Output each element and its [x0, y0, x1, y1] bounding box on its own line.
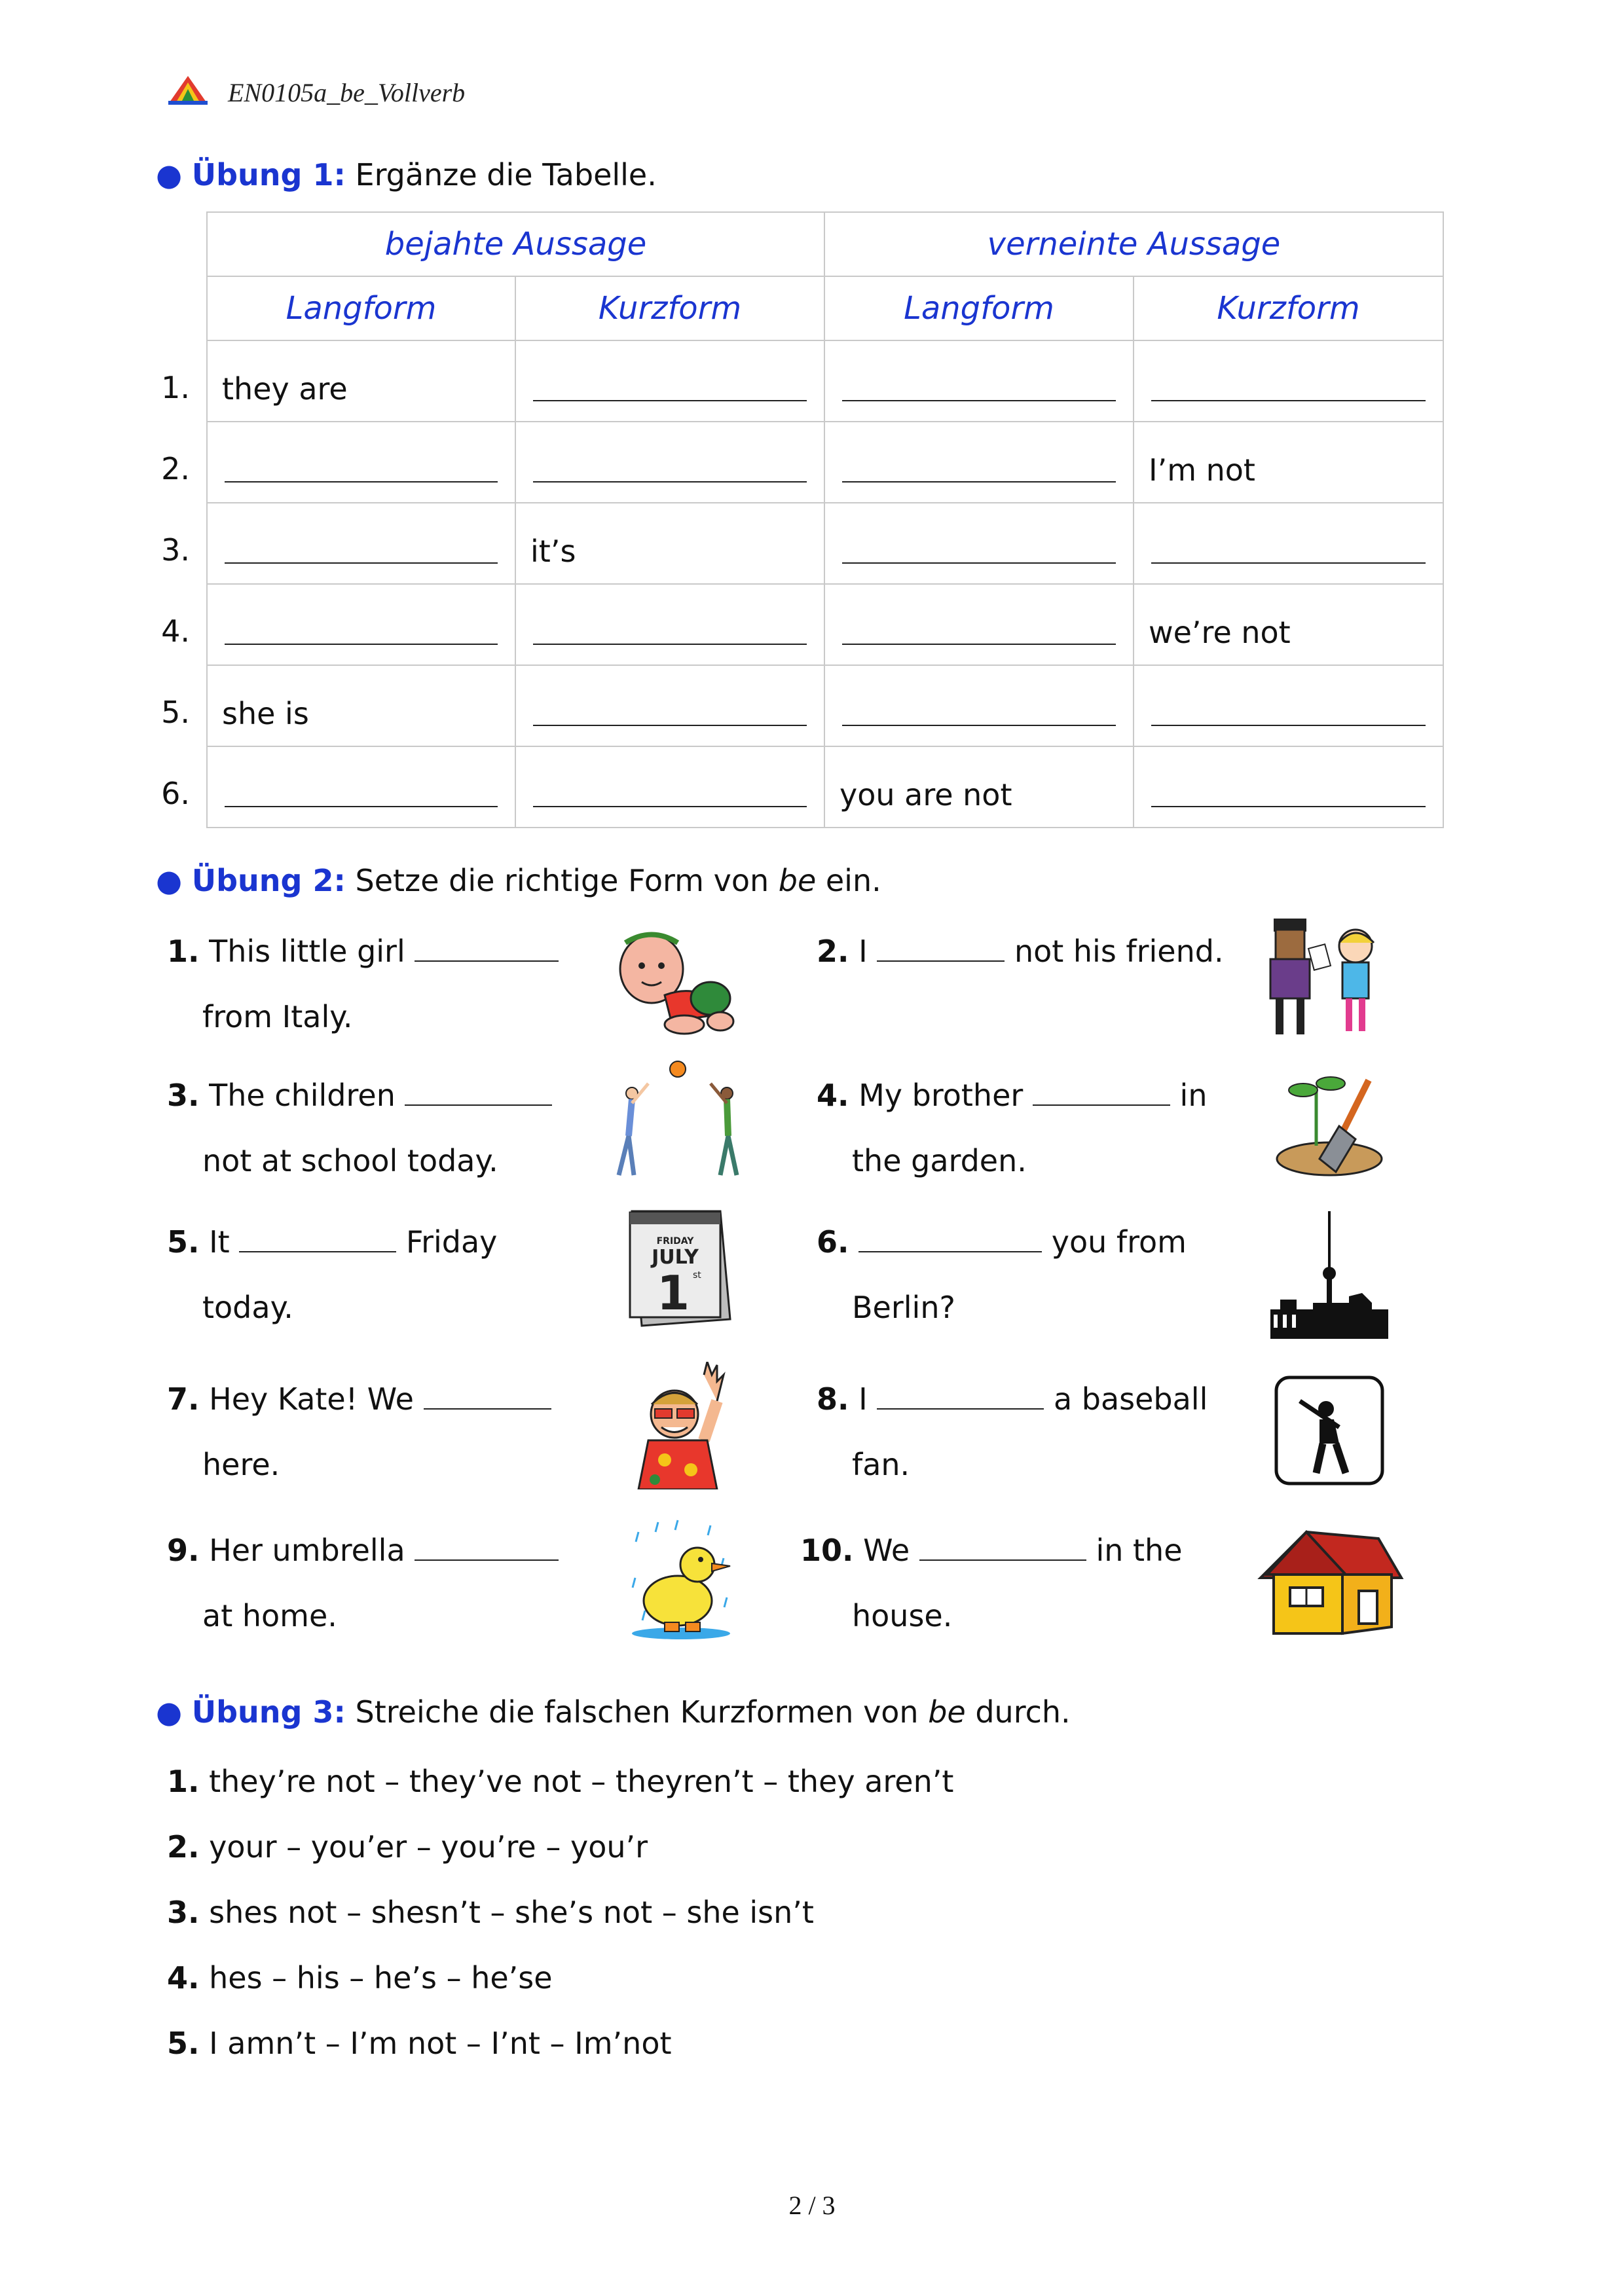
- calendar-icon: [622, 1205, 733, 1329]
- answer-blank[interactable]: [842, 644, 1116, 645]
- answer-blank[interactable]: [424, 1382, 551, 1410]
- garden-trowel-sprout-icon: [1270, 1061, 1388, 1178]
- table-cell: [1133, 665, 1444, 747]
- table-cell: [515, 665, 825, 747]
- conjugation-table: [161, 211, 1444, 828]
- table-cell: [206, 665, 516, 747]
- table-cell: [206, 583, 516, 666]
- calendar-month: JULY: [652, 1246, 699, 1269]
- exercise2-item-2: 2. I not his friend.: [817, 934, 1224, 969]
- exercise3-item-5: 5. I amn’t – I’m not – I’nt – Im’not: [167, 2026, 672, 2061]
- table-cell: [1133, 502, 1444, 585]
- header-negative: verneinte Aussage: [824, 211, 1444, 277]
- answer-blank[interactable]: [1151, 562, 1426, 564]
- subheader-shortform-aff: Kurzform: [515, 276, 825, 341]
- header-affirmative: bejahte Aussage: [206, 211, 825, 277]
- exercise3-item-2: 2. your – you’er – you’re – you’r: [167, 1829, 648, 1865]
- answer-blank[interactable]: [225, 644, 498, 645]
- table-cell: [824, 340, 1134, 422]
- answer-blank[interactable]: [533, 644, 807, 645]
- row-number: 4.: [161, 613, 190, 649]
- answer-blank[interactable]: [919, 1533, 1086, 1561]
- answer-blank[interactable]: [877, 934, 1005, 962]
- table-cell: [1133, 746, 1444, 828]
- exercise1-heading: ● Übung 1: Ergänze die Tabelle.: [156, 157, 657, 192]
- waving-man-icon: [625, 1362, 737, 1489]
- table-cell: [206, 746, 516, 828]
- table-cell: [515, 746, 825, 828]
- answer-blank[interactable]: [1151, 725, 1426, 726]
- answer-blank[interactable]: [415, 934, 559, 962]
- table-cell: [515, 583, 825, 666]
- exercise3-item-1: 1. they’re not – they’ve not – theyren’t – they aren’t: [167, 1764, 954, 1799]
- answer-blank[interactable]: [842, 481, 1116, 483]
- exercise2-item-4: 4. My brother in the garden.: [817, 1078, 1208, 1178]
- answer-blank[interactable]: [415, 1533, 559, 1561]
- given-form: you are not: [840, 777, 1012, 812]
- answer-blank[interactable]: [842, 725, 1116, 726]
- answer-blank[interactable]: [225, 562, 498, 564]
- subheader-longform-neg: Langform: [824, 276, 1134, 341]
- table-cell: [1133, 421, 1444, 503]
- page-number: 2 / 3: [788, 2191, 836, 2220]
- exercise2-item-7: 7. Hey Kate! We here.: [167, 1366, 551, 1497]
- table-cell: [824, 421, 1134, 503]
- row-number: 3.: [161, 532, 190, 568]
- calendar-suffix: st: [693, 1270, 701, 1281]
- answer-blank[interactable]: [533, 400, 807, 401]
- answer-blank[interactable]: [405, 1078, 552, 1106]
- given-form: we’re not: [1149, 615, 1291, 650]
- answer-blank[interactable]: [239, 1225, 396, 1252]
- logo-icon: [167, 73, 209, 107]
- row-number: 6.: [161, 776, 190, 811]
- table-cell: [824, 665, 1134, 747]
- berlin-skyline-icon: [1267, 1211, 1392, 1339]
- exercise2-heading: ● Übung 2: Setze die richtige Form von be ein.: [156, 863, 881, 898]
- document-code: EN0105a_be_Vollverb: [228, 78, 466, 107]
- table-cell: [824, 583, 1134, 666]
- answer-blank[interactable]: [533, 481, 807, 483]
- exercise3-item-4: 4. hes – his – he’s – he’se: [167, 1960, 553, 1995]
- given-form: I’m not: [1149, 452, 1255, 488]
- row-number: 5.: [161, 695, 190, 730]
- answer-blank[interactable]: [1033, 1078, 1170, 1106]
- answer-blank[interactable]: [1151, 806, 1426, 807]
- calendar-date: 1: [656, 1266, 690, 1321]
- children-playing-ball-icon: [609, 1057, 753, 1182]
- exercise2-item-6: 6. you from Berlin?: [817, 1224, 1187, 1325]
- row-number: 1.: [161, 370, 190, 405]
- given-form: she is: [222, 696, 309, 731]
- exercise2-item-3: 3. The children not at school today.: [167, 1063, 552, 1194]
- table-cell: [206, 340, 516, 422]
- two-people-icon: [1257, 913, 1388, 1038]
- exercise3-heading: ● Übung 3: Streiche die falschen Kurzformen von be durch.: [156, 1694, 1071, 1730]
- answer-blank[interactable]: [225, 481, 498, 483]
- answer-blank[interactable]: [533, 806, 807, 807]
- house-icon: [1254, 1522, 1405, 1640]
- exercise2-item-5: 5. It Friday today.: [167, 1224, 498, 1325]
- row-number: 2.: [161, 451, 190, 486]
- table-cell: [1133, 583, 1444, 666]
- given-form: they are: [222, 371, 348, 407]
- table-cell: [1133, 340, 1444, 422]
- exercise3-item-3: 3. shes not – shesn’t – she’s not – she isn’t: [167, 1895, 814, 1930]
- answer-blank[interactable]: [842, 562, 1116, 564]
- answer-blank[interactable]: [1151, 400, 1426, 401]
- table-cell: [515, 340, 825, 422]
- exercise2-item-8: 8. I a baseball fan.: [817, 1381, 1208, 1482]
- table-cell: [824, 746, 1134, 828]
- subheader-shortform-neg: Kurzform: [1133, 276, 1444, 341]
- baseball-player-icon: [1274, 1375, 1385, 1486]
- answer-blank[interactable]: [225, 806, 498, 807]
- subheader-longform-aff: Langform: [206, 276, 516, 341]
- table-cell: [824, 502, 1134, 585]
- exercise2-item-9: 9. Her umbrella at home.: [167, 1518, 559, 1649]
- table-cell: [206, 502, 516, 585]
- answer-blank[interactable]: [842, 400, 1116, 401]
- given-form: it’s: [530, 534, 576, 569]
- duck-in-rain-icon: [625, 1519, 737, 1640]
- answer-blank[interactable]: [877, 1382, 1044, 1410]
- exercise2-item-1: 1. This little girl from Italy.: [167, 919, 559, 1049]
- crawling-baby-icon: [606, 923, 737, 1038]
- answer-blank[interactable]: [533, 725, 807, 726]
- table-cell: [515, 502, 825, 585]
- table-cell: [515, 421, 825, 503]
- exercise2-item-10: 10. We in the house.: [800, 1533, 1183, 1633]
- calendar-day: FRIDAY: [656, 1236, 694, 1247]
- table-cell: [206, 421, 516, 503]
- answer-blank[interactable]: [858, 1225, 1042, 1252]
